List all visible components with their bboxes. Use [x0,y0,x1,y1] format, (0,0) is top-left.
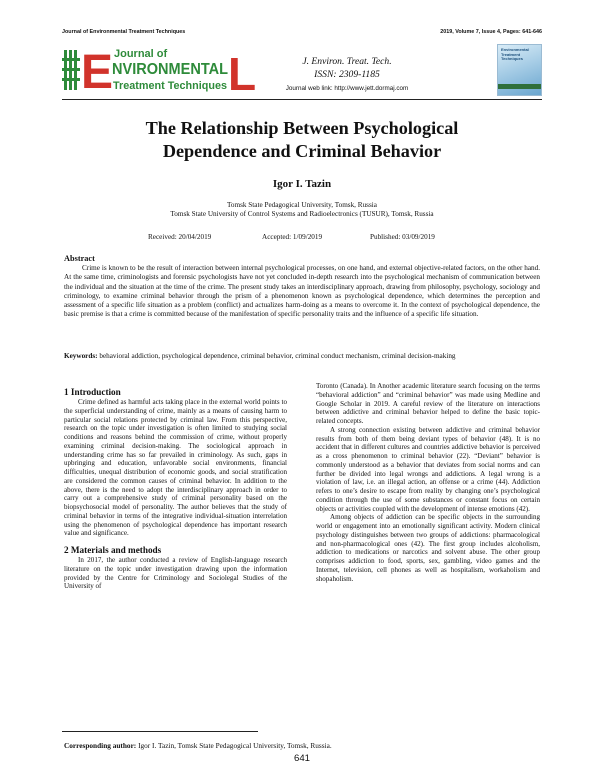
cover-title-line1: Environmental [501,47,529,52]
right-paragraph-1: Toronto (Canada). In Another academic literature search focusing on the terms “behavioral addiction” and “criminal behavior” was made using Medline and Google Scholar in 2019. A careful review of the literature on interactions between addictive and criminal behavior helped to define the basic topic-related concepts. [316,382,540,425]
methods-paragraph: In 2017, the author conducted a review of English-language research literature on the topic under investigation drawing upon the information provided by the Centre for Criminology and Sociolegal Studies of the University of [64,556,287,591]
abstract-text: Crime is known to be the result of interaction between internal psychological processes, on one hand, and external objective-related factors, on the other hand. At the same time, criminologists and forensic psychologists have not yet concluded in-depth research into the psychological mechanism of communication between the individual and the situation at the time of the crime. The present study takes an interdisciplinary approach, drawing from philosophy, psychology, sociology and criminology, to examine criminal behavior through the prism of a phenomenon known as psychological dependence, which determines the perception and assessment of a specific life situation as a problem (conflict) and actualizes harm-doing as a means to overcome it. In the context of psychological dependence, the basic premise is that a crime is committed because of the manifestation of specific personality traits and the influence of a specific life situation. [64,264,540,319]
article-title [62,117,542,163]
issue-info: 2019, Volume 7, Issue 4, Pages: 641-646 [440,29,542,35]
keywords [64,352,540,361]
accepted-date: Accepted: 1/09/2019 [262,233,323,241]
logo-letter-e: E [81,46,114,99]
logo-letter-l: L [228,48,257,100]
cover-title [501,48,529,62]
logo-line1: Journal of [114,48,168,60]
intro-paragraph: Crime defined as harmful acts taking place in the external world points to the superficial understanding of crime, mainly as a means of causing harm to particular social relations protected by criminal law. From this perspective, research on the topic under investigation is often limited to studying social conditions and reasons behind the commission of crime, without properly examining criminal decision-making. The sociological approach in understanding crime has so far prevailed in criminology. As such, gaps in upbringing and education, unfavorable social environments, financial difficulties, unequal distribution of economic goods, and social stratification are considered the common causes of criminal behavior. In addition to the above, there is the need to adopt the interdisciplinary approach in order to carry out a comprehensive study of criminal personality based on the biopsychosocial model of personality. The author believes that the study of criminal behavior in terms of the integrative individual-situation interrelation using the phenomenon of psychological dependence has important research value and significance. [64,398,287,538]
left-column [64,386,287,591]
journal-weblink[interactable]: Journal web link: http://www.jett.dormaj.com [285,85,409,92]
corr-label: Corresponding author: [64,741,137,750]
journal-running-title: Journal of Environmental Treatment Techniques [62,29,186,35]
right-paragraph-3: Among objects of addiction can be specific objects in the surrounding world or engagement into an emotionally significant activity. Modern clinical psychology distinguishes between two groups of addictions: pharmacological and non-pharmacological ones (42). The first group includes alcoholism, addiction to medications or narcotics and solvent abuse. The other group comprises addiction to food, sports, sex, gambling, video games and the Internet, television, cell phones as well as hospitalism, workaholism and shopaholism. [316,513,540,583]
affiliation-1: Tomsk State Pedagogical University, Tomsk, Russia [227,201,377,209]
cover-title-line2: Treatment [501,51,521,57]
cover-title-line3: Techniques [501,56,523,61]
right-column [316,382,540,583]
page-number: 641 [293,753,310,764]
affiliations [62,201,542,219]
abstract-heading: Abstract [64,254,95,263]
journal-issn: ISSN: 2309-1185 [314,69,380,80]
published-date: Published: 03/09/2019 [370,233,435,241]
cover-band [498,84,541,89]
abstract-body [64,264,540,320]
corresponding-author [64,741,542,750]
logo-line2: NVIRONMENTAL [112,61,228,78]
corr-text: Igor I. Tazin, Tomsk State Pedagogical University, Tomsk, Russia. [138,741,332,750]
journal-logo [62,44,257,100]
title-line2: Dependence and Criminal Behavior [162,141,442,161]
journal-info [272,56,422,92]
journal-cover-image [497,44,542,96]
affiliation-2: Tomsk State University of Control Systems and Radioelectronics (TUSUR), Tomsk, Russia [170,210,434,218]
author-name: Igor I. Tazin [272,178,332,190]
right-paragraph-2: A strong connection existing between addictive and criminal behavior results from both of them being deviant types of behavior (48). It is no accident that in different cultures and countries addictive behavior is perceived as a cross phenomenon to criminal behavior (22). “Deviant” behavior is commonly understood as a behavior that deviates from social norms and can further be divided into legal wrongs and addictions. A legal wrong is a violation of law, i.e. an illegal action, an offense or a crime (44). Addiction refers to one’s desire to escape from reality by changing one’s psychological condition through the use of some substances or constant focus on certain objects or activities coupled with the development of intense emotions (42). [316,425,540,513]
methods-heading: 2 Materials and methods [64,545,162,555]
title-line1: The Relationship Between Psychological [145,118,459,138]
keywords-label: Keywords: [64,352,98,360]
logo-line3: Treatment Techniques [113,80,227,92]
header-divider [62,99,542,100]
intro-heading: 1 Introduction [64,387,121,397]
logo-bars-icon [62,50,80,90]
received-date: Received: 20/04/2019 [148,233,212,241]
footnote-rule [62,731,258,732]
running-header [62,29,542,39]
keywords-list: behavioral addiction, psychological dependence, criminal behavior, criminal conduct mechanism, criminal decision-making [99,352,456,360]
journal-abbrev: J. Environ. Treat. Tech. [302,56,392,67]
